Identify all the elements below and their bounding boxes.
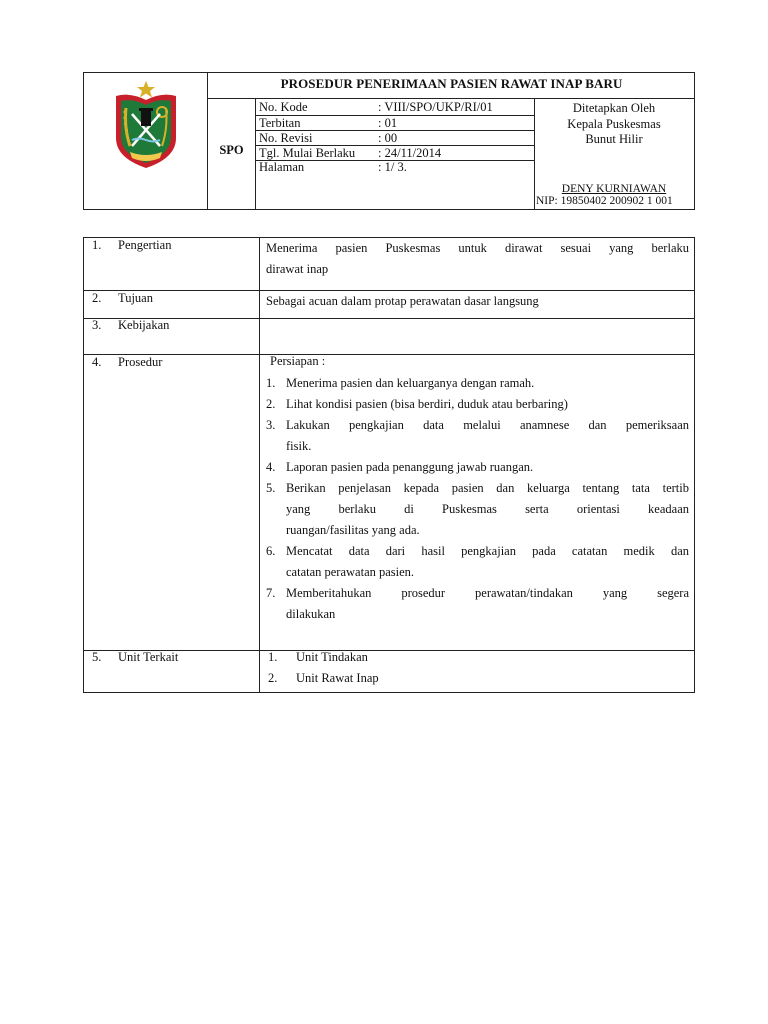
- document-title: PROSEDUR PENERIMAAN PASIEN RAWAT INAP BARU: [280, 76, 623, 91]
- government-crest-logo: [110, 80, 182, 170]
- unit-name: Unit Tindakan: [296, 650, 368, 664]
- authority-line-2: Kepala Puskesmas: [567, 117, 661, 131]
- tujuan-text: Sebagai acuan dalam protap perawatan dasar langsung: [266, 294, 539, 308]
- step-number: 2.: [266, 397, 276, 411]
- pengertian-line-2: dirawat inap: [266, 262, 329, 276]
- section-number-unit-terkait: 5.: [92, 650, 102, 664]
- prosedur-step: [266, 583, 689, 625]
- step-text: Lihat kondisi pasien (bisa berdiri, duduk atau berbaring): [286, 397, 568, 411]
- step-number: 5.: [266, 481, 276, 495]
- prosedur-steps: [266, 373, 689, 625]
- prosedur-step: [266, 457, 689, 478]
- table-border-left: [83, 237, 84, 693]
- spo-label: SPO: [219, 143, 244, 157]
- meta-key-revision: No. Revisi: [259, 131, 313, 145]
- meta-value-issue: : 01: [378, 116, 398, 130]
- unit-item: [268, 671, 379, 686]
- section-label-tujuan: Tujuan: [118, 291, 153, 305]
- unit-item: [268, 650, 368, 665]
- unit-number: 2.: [268, 671, 278, 685]
- meta-value-revision: : 00: [378, 131, 398, 145]
- header-divider-title: [207, 98, 695, 99]
- step-text: Menerima pasien dan keluarganya dengan ramah.: [286, 376, 535, 390]
- step-text-cont: yang berlaku di Puskesmas serta orientasi keadaan: [286, 502, 689, 516]
- prosedur-step: [266, 415, 689, 457]
- step-text-cont: dilakukan: [286, 607, 336, 621]
- signatory-name: DENY KURNIAWAN: [561, 183, 667, 195]
- header-border-left: [83, 72, 84, 210]
- step-text: Berikan penjelasan kepada pasien dan keluarga tentang tata tertib: [286, 481, 689, 495]
- table-row-divider: [83, 318, 695, 319]
- signatory-nip: NIP: 19850402 200902 1 001: [536, 195, 673, 207]
- section-label-pengertian: Pengertian: [118, 238, 172, 252]
- header-border-bottom: [83, 209, 695, 210]
- header-border-top: [83, 72, 695, 73]
- step-text: Memberitahukan prosedur perawatan/tindakan yang segera: [286, 586, 689, 600]
- meta-value-effective-date: : 24/11/2014: [378, 146, 442, 160]
- step-number: 4.: [266, 460, 276, 474]
- step-text: Lakukan pengkajian data melalui anamnese dan pemeriksaan: [286, 418, 689, 432]
- prosedur-intro: Persiapan :: [270, 354, 326, 368]
- table-border-right: [694, 237, 695, 693]
- step-number: 7.: [266, 586, 276, 600]
- step-text-cont: ruangan/fasilitas yang ada.: [286, 523, 420, 537]
- step-text: Laporan pasien pada penanggung jawab ruangan.: [286, 460, 534, 474]
- step-text: Mencatat data dari hasil pengkajian pada catatan medik dan: [286, 544, 689, 558]
- section-number-kebijakan: 3.: [92, 318, 102, 332]
- meta-key-code: No. Kode: [259, 100, 308, 114]
- step-number: 1.: [266, 376, 276, 390]
- meta-value-code: : VIII/SPO/UKP/RI/01: [378, 100, 493, 114]
- step-number: 6.: [266, 544, 276, 558]
- prosedur-step: [266, 541, 689, 583]
- meta-value-page: : 1/ 3.: [378, 160, 407, 174]
- section-number-tujuan: 2.: [92, 291, 102, 305]
- authority-line-3: Bunut Hilir: [585, 132, 643, 146]
- prosedur-step: [266, 394, 689, 415]
- authority-line-1: Ditetapkan Oleh: [572, 101, 656, 115]
- section-label-kebijakan: Kebijakan: [118, 318, 170, 332]
- prosedur-step: [266, 478, 689, 541]
- step-text-cont: catatan perawatan pasien.: [286, 565, 415, 579]
- pengertian-line-1: Menerima pasien Puskesmas untuk dirawat sesuai yang berlaku: [266, 241, 689, 255]
- step-number: 3.: [266, 418, 276, 432]
- section-label-prosedur: Prosedur: [118, 355, 163, 369]
- table-border-bottom: [83, 692, 695, 693]
- unit-number: 1.: [268, 650, 278, 664]
- header-divider-logo: [207, 72, 208, 210]
- meta-key-page: Halaman: [259, 160, 305, 174]
- table-column-divider: [259, 237, 260, 693]
- pengertian-text: [266, 238, 689, 280]
- step-text-cont: fisik.: [286, 439, 312, 453]
- prosedur-step: [266, 373, 689, 394]
- section-number-pengertian: 1.: [92, 238, 102, 252]
- unit-name: Unit Rawat Inap: [296, 671, 379, 685]
- table-row-divider: [83, 290, 695, 291]
- meta-key-effective-date: Tgl. Mulai Berlaku: [259, 146, 356, 160]
- meta-key-issue: Terbitan: [259, 116, 301, 130]
- section-label-unit-terkait: Unit Terkait: [118, 650, 179, 664]
- section-number-prosedur: 4.: [92, 355, 102, 369]
